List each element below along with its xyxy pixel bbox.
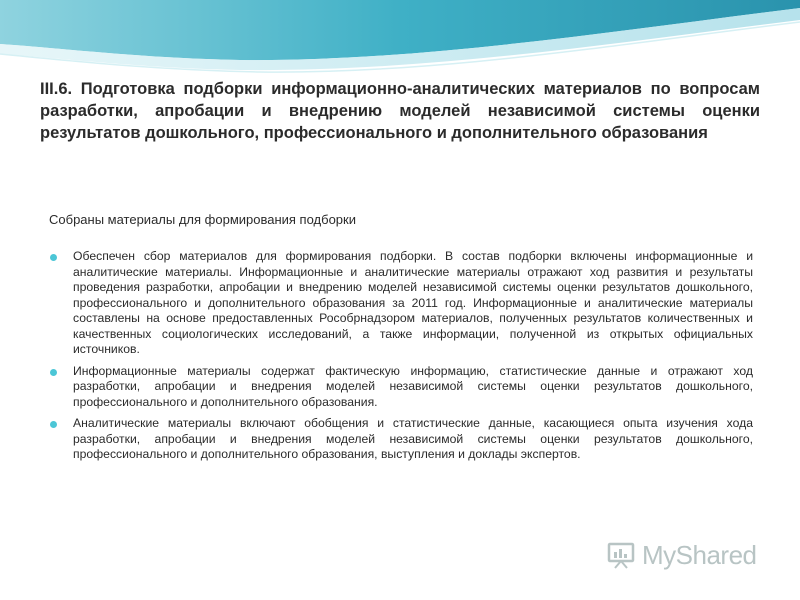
- presentation-board-icon: [606, 540, 636, 570]
- bullet-dot-icon: [50, 254, 57, 261]
- bullet-text: Информационные материалы содержат фактическую информацию, статистические данные и отражают ход разработки, апробации и внедрения моделей независимой системы оценки результатов дошкольного, профессионального и дополнительного образования.: [73, 363, 753, 409]
- bullet-item: [49, 364, 753, 411]
- header-wave-decoration: [0, 0, 800, 80]
- watermark-text: MyShared: [642, 539, 757, 570]
- bullet-dot-icon: [50, 421, 57, 428]
- bullet-item: [49, 416, 753, 463]
- watermark-logo: [606, 537, 766, 573]
- bullet-item: [49, 249, 753, 358]
- slide-title: III.6. Подготовка подборки информационно-аналитических материалов по вопросам разработки, апробации и внедрению моделей независимой системы оценки результатов дошкольного, профессионального и дополнительного образования: [40, 80, 760, 142]
- bullet-text: Аналитические материалы включают обобщения и статистические данные, касающиеся опыта изучения хода разработки, апробации и внедрения моделей независимой системы оценки результатов дошкольного, профессионального и дополнительного образования, выступления и доклады экспертов.: [73, 416, 753, 461]
- bullet-dot-icon: [50, 369, 57, 376]
- bullet-text: Обеспечен сбор материалов для формирования подборки. В состав подборки включены информационные и аналитические материалы. Информационные и аналитические материалы отражают ход развития и результаты проведения разработки, апробации и внедрению моделей независимой системы оценки результатов дошкольного, профессионального и дополнительного образования за 2011 год. Информационные и аналитические материалы составлены на основе предоставленных Рособрнадзором материалов, полученных результатов количественных и качественных социологических исследований, а также информации, полученной из открытых официальных источников.: [73, 249, 753, 356]
- bullet-list: [49, 249, 753, 469]
- intro-text: Собраны материалы для формирования подборки: [49, 212, 356, 227]
